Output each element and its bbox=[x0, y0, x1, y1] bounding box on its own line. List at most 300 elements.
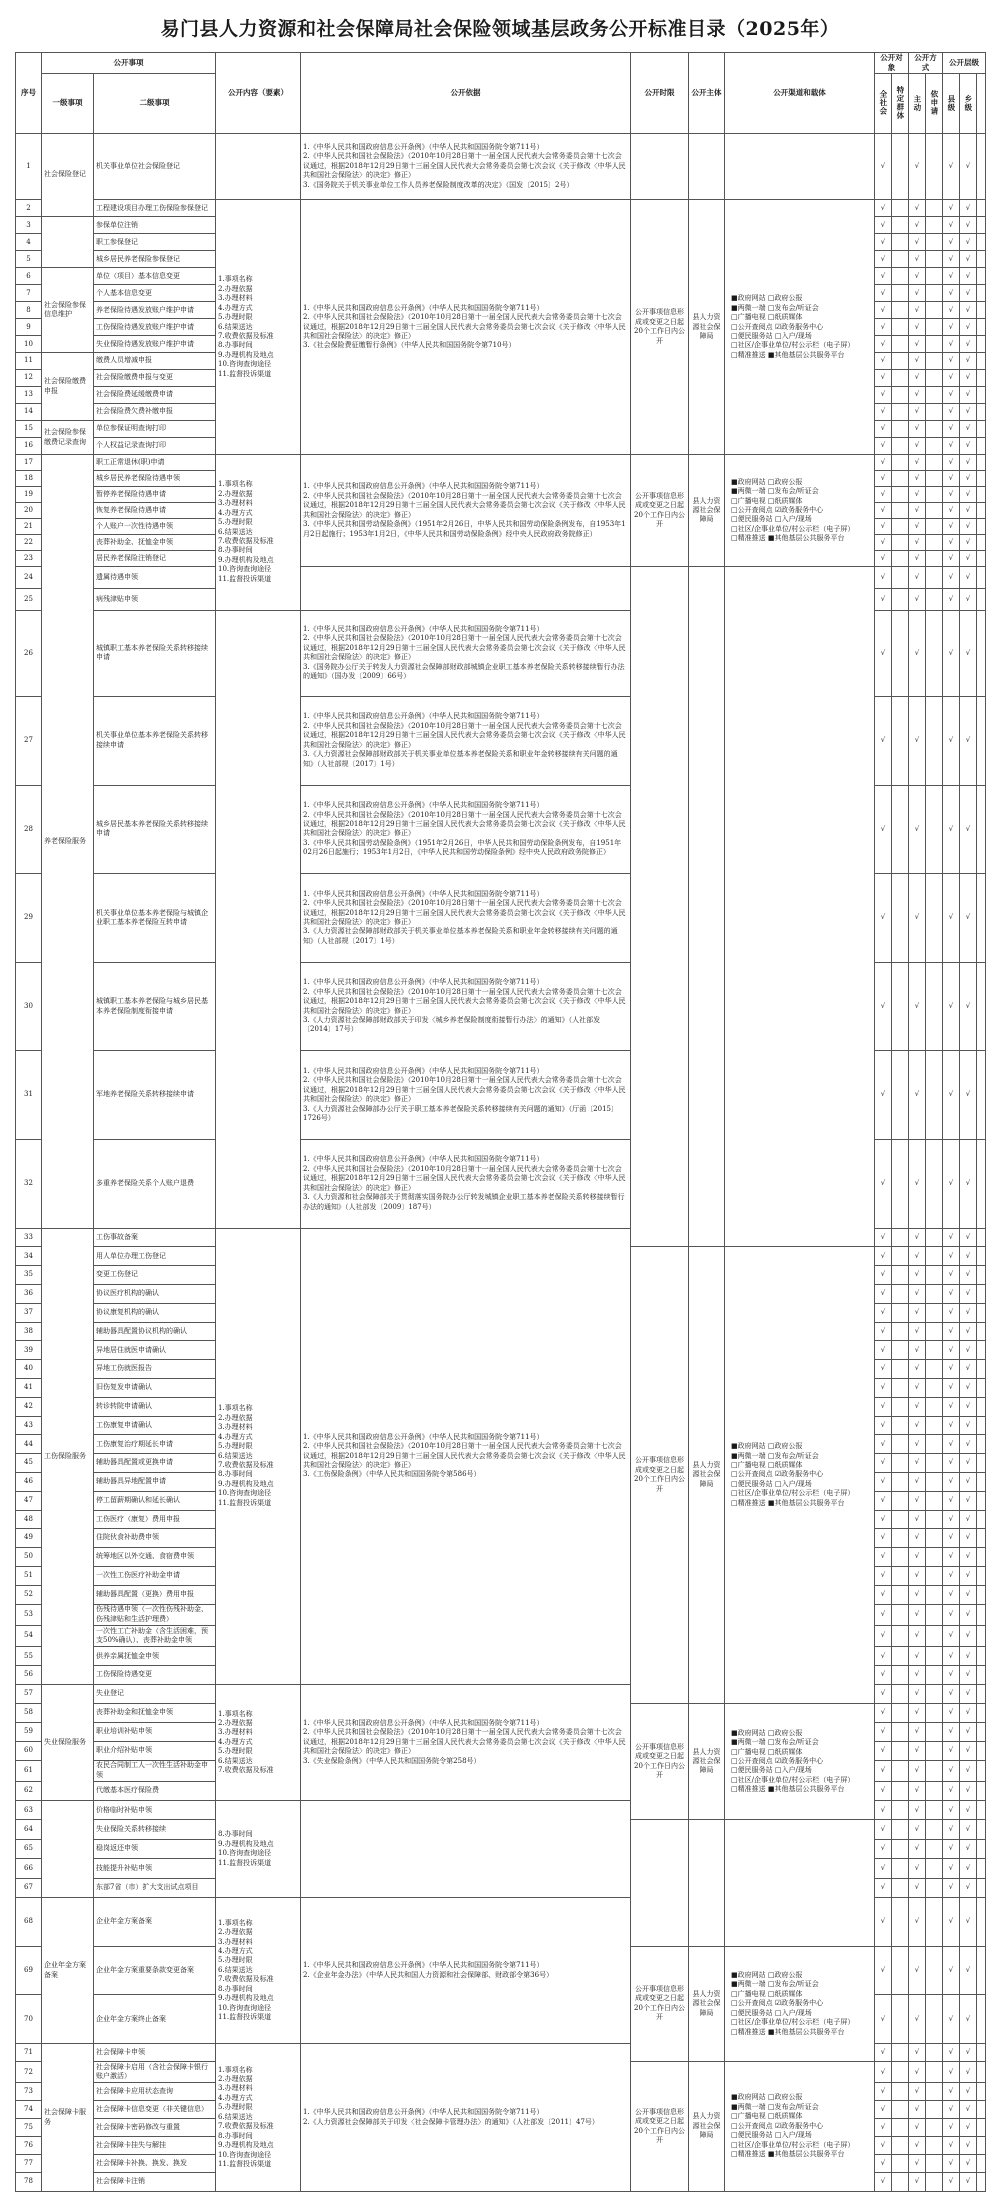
row-number: 51 bbox=[16, 1566, 42, 1585]
subject-cell bbox=[689, 1703, 725, 1820]
spacer-cell bbox=[977, 785, 986, 874]
check-active: √ bbox=[909, 217, 926, 234]
spacer-cell bbox=[977, 1666, 986, 1685]
check-apply bbox=[926, 1529, 943, 1548]
row-number: 13 bbox=[16, 387, 42, 404]
check-town: √ bbox=[960, 1566, 977, 1585]
check-county: √ bbox=[943, 353, 960, 370]
channel-cell bbox=[725, 1703, 875, 1820]
check-specific bbox=[892, 1722, 909, 1741]
check-active: √ bbox=[909, 370, 926, 387]
check-all: √ bbox=[875, 2044, 892, 2062]
spacer-cell bbox=[977, 234, 986, 251]
level1-item: 失业保险服务 bbox=[42, 1685, 94, 1801]
check-apply bbox=[926, 2083, 943, 2101]
spacer-cell bbox=[977, 268, 986, 285]
spacer-cell bbox=[977, 1416, 986, 1435]
check-all: √ bbox=[875, 1139, 892, 1228]
level2-item: 代缴基本医疗保险费 bbox=[94, 1782, 216, 1801]
header-specific-text: 特定群体 bbox=[895, 86, 905, 120]
row-number: 25 bbox=[16, 588, 42, 610]
check-specific bbox=[892, 588, 909, 610]
check-town: √ bbox=[960, 1341, 977, 1360]
check-specific bbox=[892, 1228, 909, 1247]
row-number: 39 bbox=[16, 1341, 42, 1360]
check-county: √ bbox=[943, 697, 960, 786]
check-county: √ bbox=[943, 471, 960, 487]
check-apply bbox=[926, 421, 943, 438]
check-county: √ bbox=[943, 1898, 960, 1947]
basis-cell bbox=[301, 200, 631, 455]
check-apply bbox=[926, 1284, 943, 1303]
row-number: 33 bbox=[16, 1228, 42, 1247]
spacer-cell bbox=[977, 455, 986, 471]
check-apply bbox=[926, 1322, 943, 1341]
level1-item bbox=[42, 1801, 94, 1898]
check-active: √ bbox=[909, 2137, 926, 2155]
check-active: √ bbox=[909, 1946, 926, 1995]
level2-item: 社会保险费延缓缴费申请 bbox=[94, 387, 216, 404]
header-specific bbox=[892, 73, 909, 133]
level1-item: 社会保险缴费申报 bbox=[42, 353, 94, 421]
check-apply bbox=[926, 1397, 943, 1416]
header-active bbox=[909, 73, 926, 133]
channel-text: ■政府网站 □政府公报 ■两微一端 □发布会/听证会 □广播电视 □纸质媒体 □公开查阅点 ☑政务服务中心 □便民服务站 □入户/现场 □社区/企事业单位/村公示栏（电子屏） □精准推送 ■其他基层公共服务平台 bbox=[731, 294, 855, 359]
check-county: √ bbox=[943, 1472, 960, 1491]
check-town: √ bbox=[960, 1247, 977, 1266]
check-active: √ bbox=[909, 353, 926, 370]
level2-item: 工伤康复申请确认 bbox=[94, 1416, 216, 1435]
content-cell bbox=[216, 200, 301, 455]
row-number: 8 bbox=[16, 302, 42, 319]
level2-item: 城乡居民养老保险待遇申领 bbox=[94, 471, 216, 487]
time-cell bbox=[631, 1247, 689, 1704]
channel-text: ■政府网站 □政府公报 ■两微一端 □发布会/听证会 □广播电视 □纸质媒体 □公开查阅点 ☑政务服务中心 □便民服务站 □入户/现场 □社区/企事业单位/村公示栏（电子屏） □精准推送 ■其他基层公共服务平台 bbox=[731, 1728, 855, 1794]
check-town: √ bbox=[960, 353, 977, 370]
check-county: √ bbox=[943, 1322, 960, 1341]
check-all: √ bbox=[875, 1566, 892, 1585]
row-number: 78 bbox=[16, 2173, 42, 2192]
level1-item: 社会保险登记 bbox=[42, 133, 94, 217]
check-apply bbox=[926, 133, 943, 200]
spacer-cell bbox=[977, 1741, 986, 1760]
time-cell bbox=[631, 455, 689, 567]
level1-item: 社会保险参保信息维护 bbox=[42, 268, 94, 353]
check-all: √ bbox=[875, 2101, 892, 2119]
check-town: √ bbox=[960, 455, 977, 471]
level2-item: 技能提升补贴申领 bbox=[94, 1859, 216, 1878]
spacer-cell bbox=[977, 2083, 986, 2101]
check-specific bbox=[892, 1760, 909, 1781]
row-number: 64 bbox=[16, 1820, 42, 1839]
header-basis: 公开依据 bbox=[301, 53, 631, 134]
check-apply bbox=[926, 1801, 943, 1820]
check-active: √ bbox=[909, 697, 926, 786]
check-town: √ bbox=[960, 370, 977, 387]
check-apply bbox=[926, 1722, 943, 1741]
row-number: 48 bbox=[16, 1510, 42, 1529]
basis-cell bbox=[301, 610, 631, 696]
check-all: √ bbox=[875, 1839, 892, 1858]
spacer-cell bbox=[977, 487, 986, 503]
check-all: √ bbox=[875, 567, 892, 589]
check-county: √ bbox=[943, 1585, 960, 1604]
row-number: 34 bbox=[16, 1247, 42, 1266]
basis-text: 1.《中华人民共和国政府信息公开条例》（中华人民共和国国务院令第711号） 2.《中华人民共和国社会保险法》（2010年10月28日第十一届全国人民代表大会常务委员会第十七次会议通过，根据2018年12月29日第十三届全国人民代表大会常务委员会第七次会议《关于修改〈中华人民共和国社会保险法〉的决定》修正） 3.《国务院办公厅关于转发人力资源社会保障部财政部城镇企业职工基本养老保险关系转移接续暂行办法的通知》（国办发〔2009〕66号） bbox=[303, 624, 626, 681]
check-active: √ bbox=[909, 1548, 926, 1567]
check-all: √ bbox=[875, 200, 892, 217]
time-text: 公开事项信息形成或变更之日起20个工作日内公开 bbox=[634, 1456, 685, 1493]
check-active: √ bbox=[909, 1051, 926, 1140]
check-apply bbox=[926, 1995, 943, 2044]
check-county: √ bbox=[943, 519, 960, 535]
check-apply bbox=[926, 1782, 943, 1801]
check-county: √ bbox=[943, 1647, 960, 1666]
check-all: √ bbox=[875, 1685, 892, 1704]
check-specific bbox=[892, 1548, 909, 1567]
check-all: √ bbox=[875, 1995, 892, 2044]
content-cell bbox=[216, 610, 301, 1228]
check-specific bbox=[892, 874, 909, 963]
spacer-cell bbox=[977, 1322, 986, 1341]
check-active: √ bbox=[909, 471, 926, 487]
level2-item: 机关事业单位基本养老保险与城镇企业职工基本养老保险互转申请 bbox=[94, 874, 216, 963]
spacer-cell bbox=[977, 2101, 986, 2119]
check-county: √ bbox=[943, 1416, 960, 1435]
check-county: √ bbox=[943, 2119, 960, 2137]
spacer-cell bbox=[977, 2137, 986, 2155]
check-specific bbox=[892, 1416, 909, 1435]
spacer-cell bbox=[977, 1548, 986, 1567]
check-apply bbox=[926, 1647, 943, 1666]
basis-cell bbox=[301, 1685, 631, 1801]
row-number: 37 bbox=[16, 1303, 42, 1322]
check-town: √ bbox=[960, 2173, 977, 2192]
level2-item: 伤残待遇申领（一次性伤残补助金、伤残津贴和生活护理费） bbox=[94, 1604, 216, 1625]
check-active: √ bbox=[909, 336, 926, 353]
check-specific bbox=[892, 1303, 909, 1322]
basis-cell bbox=[301, 785, 631, 874]
check-county: √ bbox=[943, 2083, 960, 2101]
check-active: √ bbox=[909, 1416, 926, 1435]
spacer-cell bbox=[977, 319, 986, 336]
check-specific bbox=[892, 1801, 909, 1820]
subject-text: 县人力资源社会保障局 bbox=[692, 1460, 721, 1488]
check-apply bbox=[926, 2044, 943, 2062]
check-specific bbox=[892, 1472, 909, 1491]
level2-item: 失业保险待遇发放账户维护申请 bbox=[94, 336, 216, 353]
level2-item: 军地养老保险关系转移接续申请 bbox=[94, 1051, 216, 1140]
check-town: √ bbox=[960, 1741, 977, 1760]
check-specific bbox=[892, 1647, 909, 1666]
check-all: √ bbox=[875, 2083, 892, 2101]
check-specific bbox=[892, 1782, 909, 1801]
spacer-cell bbox=[977, 353, 986, 370]
check-county: √ bbox=[943, 2044, 960, 2062]
check-all: √ bbox=[875, 1741, 892, 1760]
check-town: √ bbox=[960, 285, 977, 302]
level2-item: 农民合同制工人一次性生活补助金申领 bbox=[94, 1760, 216, 1781]
check-county: √ bbox=[943, 1139, 960, 1228]
level2-item: 社会保障卡注销 bbox=[94, 2173, 216, 2192]
basis-text: 1.《中华人民共和国政府信息公开条例》（中华人民共和国国务院令第711号） 2.《中华人民共和国社会保险法》（2010年10月28日第十一届全国人民代表大会常务委员会第十七次会议通过，根据2018年12月29日第十三届全国人民代表大会常务委员会第七次会议《关于修改〈中华人民共和国社会保险法〉的决定》修正） 3.《人力资源和社会保障部关于贯彻落实国务院办公厅转发城镇企业职工基本养老保险关系转移接续暂行办法的通知》（人社部发〔2009〕187号） bbox=[303, 1155, 626, 1211]
level2-item: 机关事业单位社会保险登记 bbox=[94, 133, 216, 200]
check-all: √ bbox=[875, 1360, 892, 1379]
level2-item: 城镇职工基本养老保险与城乡居民基本养老保险制度衔接申请 bbox=[94, 962, 216, 1051]
check-town: √ bbox=[960, 471, 977, 487]
check-apply bbox=[926, 268, 943, 285]
level2-item: 企业年金方案备案 bbox=[94, 1898, 216, 1947]
level2-item: 辅助器具配置或更换申请 bbox=[94, 1454, 216, 1473]
level2-item: 恢复养老保险待遇申请 bbox=[94, 503, 216, 519]
basis-cell bbox=[301, 567, 631, 610]
level2-item: 工伤康复治疗期延长申请 bbox=[94, 1435, 216, 1454]
check-active: √ bbox=[909, 1247, 926, 1266]
check-specific bbox=[892, 285, 909, 302]
level2-item: 辅助器具配置协议机构的确认 bbox=[94, 1322, 216, 1341]
check-town: √ bbox=[960, 1303, 977, 1322]
level2-item: 社会保障卡申领 bbox=[94, 2044, 216, 2062]
check-active: √ bbox=[909, 1491, 926, 1510]
level2-item: 东部7省（市）扩大支出试点项目 bbox=[94, 1878, 216, 1897]
level2-item: 社会保障卡信息变更（非关键信息） bbox=[94, 2101, 216, 2119]
row-number: 10 bbox=[16, 336, 42, 353]
check-apply bbox=[926, 1435, 943, 1454]
check-county: √ bbox=[943, 1839, 960, 1858]
time-text: 公开事项信息形成或变更之日起20个工作日内公开 bbox=[634, 1742, 685, 1780]
spacer-cell bbox=[977, 1839, 986, 1858]
spacer-cell bbox=[977, 1625, 986, 1646]
check-apply bbox=[926, 1898, 943, 1947]
check-specific bbox=[892, 2155, 909, 2173]
check-apply bbox=[926, 1685, 943, 1704]
check-town: √ bbox=[960, 1666, 977, 1685]
subject-cell bbox=[689, 567, 725, 1247]
spacer-cell bbox=[977, 370, 986, 387]
level2-item: 一次性工亡补助金（含生活困难，预支50%确认）、丧葬补助金申领 bbox=[94, 1625, 216, 1646]
check-active: √ bbox=[909, 1898, 926, 1947]
row-number: 54 bbox=[16, 1625, 42, 1646]
level2-item: 企业年金方案终止备案 bbox=[94, 1995, 216, 2044]
basis-text: 1.《中华人民共和国政府信息公开条例》（中华人民共和国国务院令第711号） 2.《中华人民共和国社会保险法》（2010年10月28日第十一届全国人民代表大会常务委员会第十七次会议通过，根据2018年12月29日第十三届全国人民代表大会常务委员会第七次会议《关于修改〈中华人民共和国社会保险法〉的决定》修正） 3.《人力资源社会保障部财政部关于机关事业单位基本养老保险关系和职业年金转移接续有关问题的通知》（人社部规〔2017〕1号） bbox=[303, 712, 626, 768]
check-all: √ bbox=[875, 1760, 892, 1781]
check-all: √ bbox=[875, 1303, 892, 1322]
level1-item: 社会保障卡服务 bbox=[42, 2044, 94, 2192]
check-town: √ bbox=[960, 1625, 977, 1646]
spacer-cell bbox=[977, 438, 986, 455]
subject-text: 县人力资源社会保障局 bbox=[692, 496, 721, 524]
level2-item: 异地工伤就医报告 bbox=[94, 1360, 216, 1379]
spacer-cell bbox=[977, 1801, 986, 1820]
check-active: √ bbox=[909, 1139, 926, 1228]
row-number: 53 bbox=[16, 1604, 42, 1625]
check-apply bbox=[926, 1585, 943, 1604]
check-county: √ bbox=[943, 370, 960, 387]
check-all: √ bbox=[875, 251, 892, 268]
check-all: √ bbox=[875, 1378, 892, 1397]
level2-item: 暂停养老保险待遇申请 bbox=[94, 487, 216, 503]
level2-item: 辅助器具配置（更换）费用申报 bbox=[94, 1585, 216, 1604]
spacer-cell bbox=[977, 217, 986, 234]
row-number: 46 bbox=[16, 1472, 42, 1491]
check-apply bbox=[926, 1703, 943, 1722]
check-specific bbox=[892, 551, 909, 567]
channel-cell bbox=[725, 2062, 875, 2192]
check-county: √ bbox=[943, 1703, 960, 1722]
check-all: √ bbox=[875, 487, 892, 503]
check-active: √ bbox=[909, 455, 926, 471]
basis-text: 1.《中华人民共和国政府信息公开条例》（中华人民共和国国务院令第711号） 2.《人力资源社会保障部关于印发〈社会保障卡管理办法〉的通知》（人社部发〔2011〕47号） bbox=[303, 2108, 599, 2126]
check-town: √ bbox=[960, 2044, 977, 2062]
basis-cell bbox=[301, 2044, 631, 2192]
row-number: 65 bbox=[16, 1839, 42, 1858]
check-active: √ bbox=[909, 1284, 926, 1303]
channel-cell bbox=[725, 567, 875, 1247]
table-row bbox=[16, 133, 986, 200]
check-apply bbox=[926, 1625, 943, 1646]
time-cell bbox=[631, 1703, 689, 1820]
check-apply bbox=[926, 1566, 943, 1585]
check-town: √ bbox=[960, 1647, 977, 1666]
spacer-cell bbox=[977, 1898, 986, 1947]
check-active: √ bbox=[909, 503, 926, 519]
check-all: √ bbox=[875, 404, 892, 421]
check-active: √ bbox=[909, 1566, 926, 1585]
header-level: 公开层级 bbox=[943, 53, 986, 74]
check-town: √ bbox=[960, 1801, 977, 1820]
check-apply bbox=[926, 588, 943, 610]
check-active: √ bbox=[909, 1685, 926, 1704]
header-target: 公开对象 bbox=[875, 53, 909, 74]
check-specific bbox=[892, 217, 909, 234]
check-town: √ bbox=[960, 1604, 977, 1625]
level2-item: 协议医疗机构的确认 bbox=[94, 1284, 216, 1303]
check-apply bbox=[926, 1859, 943, 1878]
check-county: √ bbox=[943, 1820, 960, 1839]
row-number: 14 bbox=[16, 404, 42, 421]
check-active: √ bbox=[909, 133, 926, 200]
channel-text: ■政府网站 □政府公报 ■两微一端 □发布会/听证会 □广播电视 □纸质媒体 □公开查阅点 ☑政务服务中心 □便民服务站 □入户/现场 □社区/企事业单位/村公示栏（电子屏） □精准推送 ■其他基层公共服务平台 bbox=[731, 477, 855, 543]
content-cell bbox=[216, 1685, 301, 1801]
check-specific bbox=[892, 370, 909, 387]
subject-cell bbox=[689, 133, 725, 200]
level2-item: 丧葬补助金和抚恤金申领 bbox=[94, 1703, 216, 1722]
spacer-cell bbox=[977, 421, 986, 438]
basis-cell bbox=[301, 133, 631, 200]
check-all: √ bbox=[875, 319, 892, 336]
check-town: √ bbox=[960, 1878, 977, 1897]
check-county: √ bbox=[943, 234, 960, 251]
header-subject: 公开主体 bbox=[689, 53, 725, 134]
check-county: √ bbox=[943, 1741, 960, 1760]
spacer-cell bbox=[977, 1760, 986, 1781]
check-town: √ bbox=[960, 234, 977, 251]
check-all: √ bbox=[875, 438, 892, 455]
check-specific bbox=[892, 251, 909, 268]
row-number: 22 bbox=[16, 535, 42, 551]
check-active: √ bbox=[909, 2101, 926, 2119]
check-town: √ bbox=[960, 1435, 977, 1454]
row-number: 63 bbox=[16, 1801, 42, 1820]
check-active: √ bbox=[909, 1341, 926, 1360]
check-specific bbox=[892, 302, 909, 319]
check-town: √ bbox=[960, 387, 977, 404]
check-town: √ bbox=[960, 697, 977, 786]
check-specific bbox=[892, 471, 909, 487]
check-active: √ bbox=[909, 1760, 926, 1781]
row-number: 58 bbox=[16, 1703, 42, 1722]
check-active: √ bbox=[909, 874, 926, 963]
header-mode: 公开方式 bbox=[909, 53, 943, 74]
header-all bbox=[875, 73, 892, 133]
spacer-cell bbox=[977, 1820, 986, 1839]
check-active: √ bbox=[909, 1995, 926, 2044]
spacer-cell bbox=[977, 2173, 986, 2192]
check-apply bbox=[926, 336, 943, 353]
check-town: √ bbox=[960, 519, 977, 535]
level2-item: 转诊转院申请确认 bbox=[94, 1397, 216, 1416]
check-town: √ bbox=[960, 1378, 977, 1397]
spacer-cell bbox=[977, 1266, 986, 1285]
table-body bbox=[16, 133, 986, 2192]
row-number: 16 bbox=[16, 438, 42, 455]
basis-text: 1.《中华人民共和国政府信息公开条例》（中华人民共和国国务院令第711号） 2.《中华人民共和国社会保险法》（2010年10月28日第十一届全国人民代表大会常务委员会第十七次会议通过，根据2018年12月29日第十三届全国人民代表大会常务委员会第七次会议《关于修改〈中华人民共和国社会保险法〉的决定》修正） 3.《中华人民共和国劳动保险条例》（1951年2月26日，中华人民共和国劳动保险条例发布，自1951年02月26日起施行；1953年1月2日，《中华人民共和国劳动保险条例》经中央人民政府政务院修正） bbox=[303, 801, 626, 857]
check-county: √ bbox=[943, 1284, 960, 1303]
time-cell bbox=[631, 1946, 689, 2061]
check-all: √ bbox=[875, 2155, 892, 2173]
check-all: √ bbox=[875, 1510, 892, 1529]
check-county: √ bbox=[943, 785, 960, 874]
check-specific bbox=[892, 404, 909, 421]
row-number: 31 bbox=[16, 1051, 42, 1140]
subject-text: 县人力资源社会保障局 bbox=[692, 1747, 721, 1775]
level2-item: 多重养老保险关系个人账户退费 bbox=[94, 1139, 216, 1228]
basis-text: 1.《中华人民共和国政府信息公开条例》（中华人民共和国国务院令第711号） 2.《中华人民共和国社会保险法》（2010年10月28日第十一届全国人民代表大会常务委员会第十七次会议通过，根据2018年12月29日第十三届全国人民代表大会常务委员会第七次会议《关于修改〈中华人民共和国社会保险法〉的决定》修正） 3.《工伤保险条例》（中华人民共和国国务院令第586号） bbox=[303, 1432, 626, 1479]
level1-item bbox=[42, 217, 94, 268]
level2-item: 社会保障卡挂失与解挂 bbox=[94, 2137, 216, 2155]
check-all: √ bbox=[875, 1491, 892, 1510]
subject-cell bbox=[689, 455, 725, 567]
check-active: √ bbox=[909, 610, 926, 696]
check-apply bbox=[926, 319, 943, 336]
basis-cell bbox=[301, 874, 631, 963]
level2-item: 工伤保险待遇发放账户维护申请 bbox=[94, 319, 216, 336]
check-county: √ bbox=[943, 2062, 960, 2083]
check-apply bbox=[926, 1946, 943, 1995]
check-active: √ bbox=[909, 285, 926, 302]
check-county: √ bbox=[943, 1625, 960, 1646]
check-all: √ bbox=[875, 1454, 892, 1473]
check-county: √ bbox=[943, 2137, 960, 2155]
header-spacer bbox=[977, 73, 986, 133]
check-apply bbox=[926, 251, 943, 268]
check-county: √ bbox=[943, 421, 960, 438]
check-town: √ bbox=[960, 200, 977, 217]
check-active: √ bbox=[909, 1801, 926, 1820]
check-town: √ bbox=[960, 1703, 977, 1722]
check-apply bbox=[926, 2101, 943, 2119]
table-row bbox=[16, 567, 986, 589]
check-county: √ bbox=[943, 1760, 960, 1781]
level2-item: 单位参保证明查询打印 bbox=[94, 421, 216, 438]
basis-text: 1.《中华人民共和国政府信息公开条例》（中华人民共和国国务院令第711号） 2.《中华人民共和国社会保险法》（2010年10月28日第十一届全国人民代表大会常务委员会第十七次会议通过，根据2018年12月29日第十三届全国人民代表大会常务委员会第七次会议《关于修改〈中华人民共和国社会保险法〉的决定》修正） 3.《中华人民共和国劳动保险条例》（1951年2月26日，中华人民共和国劳动保险条例发布，自1953年1月2日起施行；1953年1月2日，《中华人民共和国劳动保险条例》经中央人民政府政务院修正） bbox=[303, 482, 626, 538]
check-apply bbox=[926, 1510, 943, 1529]
level2-item: 工伤保险待遇变更 bbox=[94, 1666, 216, 1685]
check-apply bbox=[926, 697, 943, 786]
row-number: 19 bbox=[16, 487, 42, 503]
check-county: √ bbox=[943, 404, 960, 421]
spacer-cell bbox=[977, 133, 986, 200]
